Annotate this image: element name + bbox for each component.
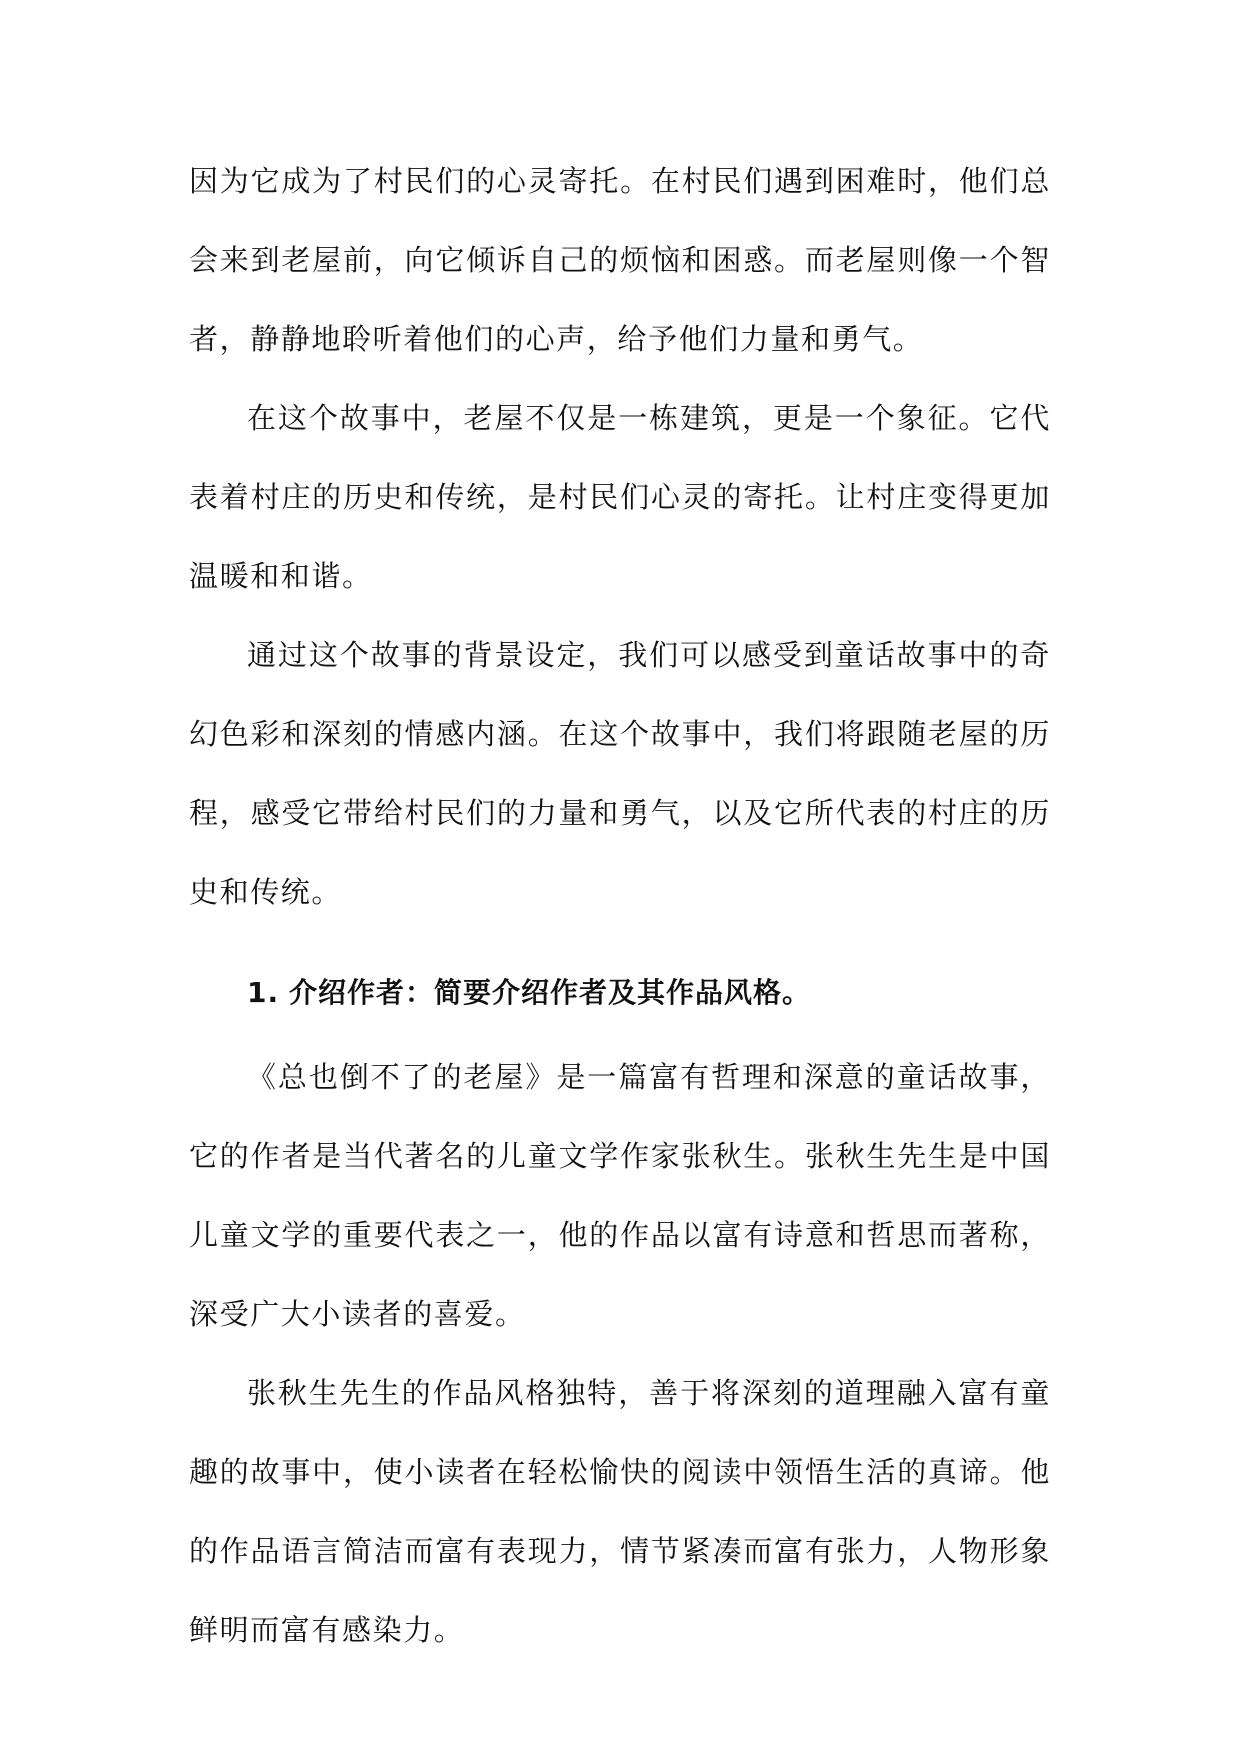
paragraph-author-intro: 《总也倒不了的老屋》是一篇富有哲理和深意的童话故事，它的作者是当代著名的儿童文学作家张秋生。张秋生先生是中国儿童文学的重要代表之一，他的作品以富有诗意和哲思而著称，深受广大小读者的喜爱。 (189, 1060, 1051, 1331)
document-body (189, 142, 1051, 1670)
paragraph-background-summary: 通过这个故事的背景设定，我们可以感受到童话故事中的奇幻色彩和深刻的情感内涵。在这个故事中，我们将跟随老屋的历程，感受它带给村民们的力量和勇气，以及它所代表的村庄的历史和传统。 (189, 638, 1051, 909)
paragraph-author-style: 张秋生先生的作品风格独特，善于将深刻的道理融入富有童趣的故事中，使小读者在轻松愉快的阅读中领悟生活的真谛。他的作品语言简洁而富有表现力，情节紧凑而富有张力，人物形象鲜明而富有感染力。 (189, 1376, 1051, 1647)
section-title: 介绍作者：简要介绍作者及其作品风格。 (289, 976, 812, 1009)
paragraph-continuation: 因为它成为了村民们的心灵寄托。在村民们遇到困难时，他们总会来到老屋前，向它倾诉自己的烦恼和困惑。而老屋则像一个智者，静静地聆听着他们的心声，给予他们力量和勇气。 (189, 164, 1051, 356)
section-number: 1. (247, 976, 280, 1009)
section-heading (189, 953, 1051, 1032)
paragraph-symbol: 在这个故事中，老屋不仅是一栋建筑，更是一个象征。它代表着村庄的历史和传统，是村民们心灵的寄托。让村庄变得更加温暖和和谐。 (189, 401, 1051, 593)
